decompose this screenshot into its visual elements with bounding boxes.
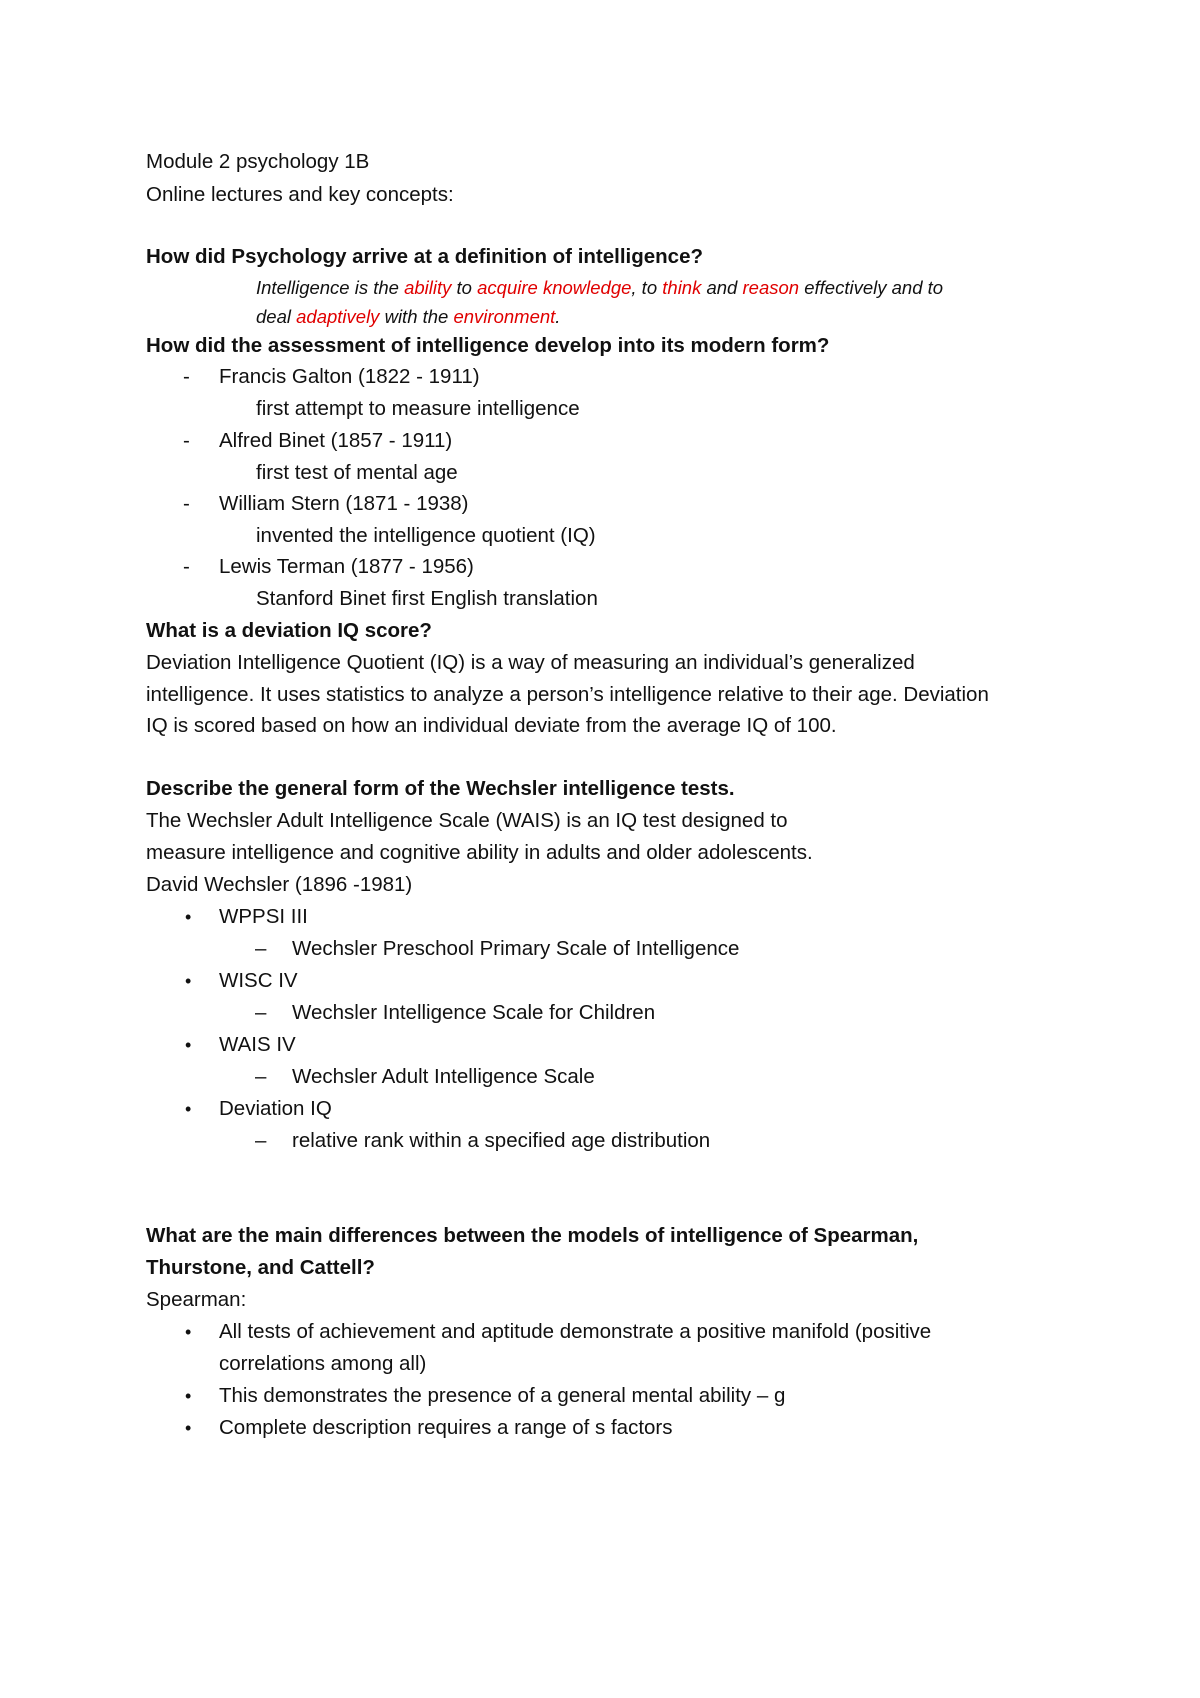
sub-dash: – [255, 1129, 267, 1152]
definition-keyword: reason [742, 277, 800, 298]
paragraph-line: IQ is scored based on how an individual deviate from the average IQ of 100. [146, 714, 837, 737]
definition-keyword: adaptively [296, 306, 380, 327]
list-item-wppsi: WPPSI III [219, 905, 308, 928]
question-definition: How did Psychology arrive at a definition of intelligence? [146, 245, 704, 268]
paragraph-line: David Wechsler (1896 -1981) [146, 873, 413, 896]
question-models: What are the main differences between the models of intelligence of Spearman, [146, 1224, 919, 1247]
definition-text: . [555, 306, 561, 327]
list-dash: - [183, 429, 190, 452]
list-item-wisc-detail: Wechsler Intelligence Scale for Children [292, 1001, 656, 1024]
list-item-binet-detail: first test of mental age [256, 461, 458, 484]
paragraph-line: Deviation Intelligence Quotient (IQ) is a way of measuring an individual’s generalized [146, 651, 915, 674]
list-item-stern: William Stern (1871 - 1938) [219, 492, 469, 515]
list-item-terman: Lewis Terman (1877 - 1956) [219, 555, 474, 578]
bullet-icon: • [185, 907, 192, 927]
document-title: Module 2 psychology 1B [146, 150, 370, 173]
question-wechsler: Describe the general form of the Wechsler intelligence tests. [146, 777, 735, 800]
list-item-galton-detail: first attempt to measure intelligence [256, 397, 580, 420]
bullet-icon: • [185, 1322, 192, 1342]
definition-text: to [451, 277, 478, 298]
definition-text: Intelligence is the [256, 277, 405, 298]
question-deviation-iq: What is a deviation IQ score? [146, 619, 432, 642]
list-item-terman-detail: Stanford Binet first English translation [256, 587, 598, 610]
definition-text: and [701, 277, 743, 298]
list-item-deviation-iq: Deviation IQ [219, 1097, 332, 1120]
list-item-manifold: All tests of achievement and aptitude demonstrate a positive manifold (positive [219, 1320, 932, 1343]
definition-keyword: think [662, 277, 702, 298]
bullet-icon: • [185, 1386, 192, 1406]
list-dash: - [183, 492, 190, 515]
question-assessment-history: How did the assessment of intelligence develop into its modern form? [146, 334, 830, 357]
definition-line-2 [256, 304, 560, 330]
list-item-wisc: WISC IV [219, 969, 298, 992]
sub-dash: – [255, 1001, 267, 1024]
list-item-general-ability: This demonstrates the presence of a general mental ability – g [219, 1384, 786, 1407]
definition-text: effectively and to [799, 277, 944, 298]
definition-keyword: environment [453, 306, 556, 327]
list-item-wppsi-detail: Wechsler Preschool Primary Scale of Intelligence [292, 937, 740, 960]
list-dash: - [183, 555, 190, 578]
definition-text: deal [256, 306, 297, 327]
document-subtitle: Online lectures and key concepts: [146, 183, 454, 206]
definition-keyword: ability [404, 277, 452, 298]
list-item-manifold-cont: correlations among all) [219, 1352, 427, 1375]
list-item-s-factors: Complete description requires a range of s factors [219, 1416, 673, 1439]
definition-text: , to [631, 277, 663, 298]
bullet-icon: • [185, 1035, 192, 1055]
list-item-galton: Francis Galton (1822 - 1911) [219, 365, 480, 388]
bullet-icon: • [185, 1418, 192, 1438]
bullet-icon: • [185, 1099, 192, 1119]
list-item-stern-detail: invented the intelligence quotient (IQ) [256, 524, 596, 547]
paragraph-line: The Wechsler Adult Intelligence Scale (WAIS) is an IQ test designed to [146, 809, 788, 832]
list-item-wais-detail: Wechsler Adult Intelligence Scale [292, 1065, 595, 1088]
question-models-cont: Thurstone, and Cattell? [146, 1256, 375, 1279]
definition-keyword: acquire knowledge [477, 277, 632, 298]
definition-line-1 [256, 275, 943, 301]
list-item-deviation-iq-detail: relative rank within a specified age distribution [292, 1129, 711, 1152]
list-item-wais: WAIS IV [219, 1033, 296, 1056]
list-item-binet: Alfred Binet (1857 - 1911) [219, 429, 453, 452]
paragraph-line: intelligence. It uses statistics to analyze a person’s intelligence relative to their age. Deviation [146, 683, 989, 706]
paragraph-line: measure intelligence and cognitive ability in adults and older adolescents. [146, 841, 813, 864]
sub-dash: – [255, 937, 267, 960]
spearman-label: Spearman: [146, 1288, 247, 1311]
bullet-icon: • [185, 971, 192, 991]
sub-dash: – [255, 1065, 267, 1088]
definition-text: with the [379, 306, 454, 327]
list-dash: - [183, 365, 190, 388]
